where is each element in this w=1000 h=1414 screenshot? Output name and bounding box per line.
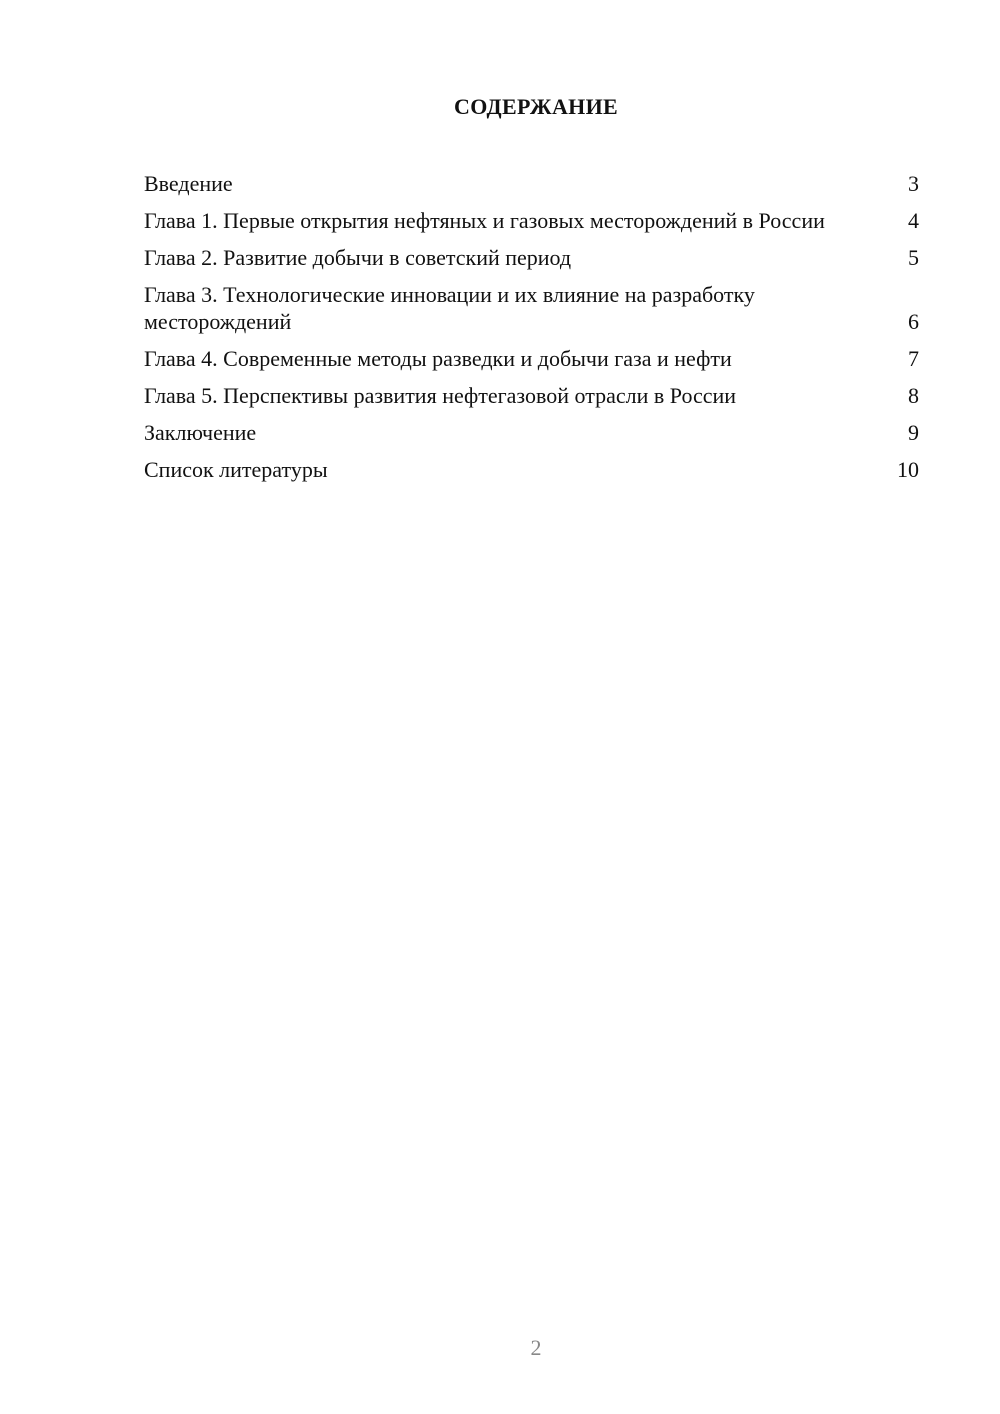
toc-entry-chapter-3 (144, 281, 919, 335)
toc-entry-page: 10 (897, 457, 919, 482)
page-title: СОДЕРЖАНИЕ (454, 94, 618, 119)
toc-entry-text: Глава 3. Технологические инновации и их влияние на разработку месторождений (144, 282, 755, 334)
toc-entry-page: 5 (908, 245, 919, 270)
toc-entry-page: 7 (908, 346, 919, 371)
page-number: 2 (530, 1335, 542, 1360)
toc-entry-page: 4 (908, 208, 919, 233)
toc-entry-text: Глава 5. Перспективы развития нефтегазовой отрасли в России (144, 383, 737, 408)
toc-entry-chapter-5 (144, 382, 919, 409)
toc-entry-text: Глава 4. Современные методы разведки и добычи газа и нефти (144, 346, 732, 371)
toc-entry-chapter-1 (144, 207, 919, 234)
toc-entry-chapter-2 (144, 244, 919, 271)
toc-entry-text: Введение (144, 171, 233, 196)
toc-entry-text: Глава 2. Развитие добычи в советский период (144, 245, 572, 270)
toc-entry-conclusion (144, 419, 919, 446)
toc-entry-introduction (144, 170, 919, 197)
toc-entry-page: 3 (908, 171, 919, 196)
toc-entry-references (144, 456, 919, 483)
table-of-contents (144, 170, 919, 493)
toc-entry-chapter-4 (144, 345, 919, 372)
toc-entry-text: Глава 1. Первые открытия нефтяных и газовых месторождений в России (144, 208, 825, 233)
toc-entry-page: 9 (908, 420, 919, 445)
toc-entry-page: 8 (908, 383, 919, 408)
toc-entry-text: Заключение (144, 420, 257, 445)
toc-entry-page: 6 (908, 309, 919, 334)
toc-entry-text: Список литературы (144, 457, 328, 482)
